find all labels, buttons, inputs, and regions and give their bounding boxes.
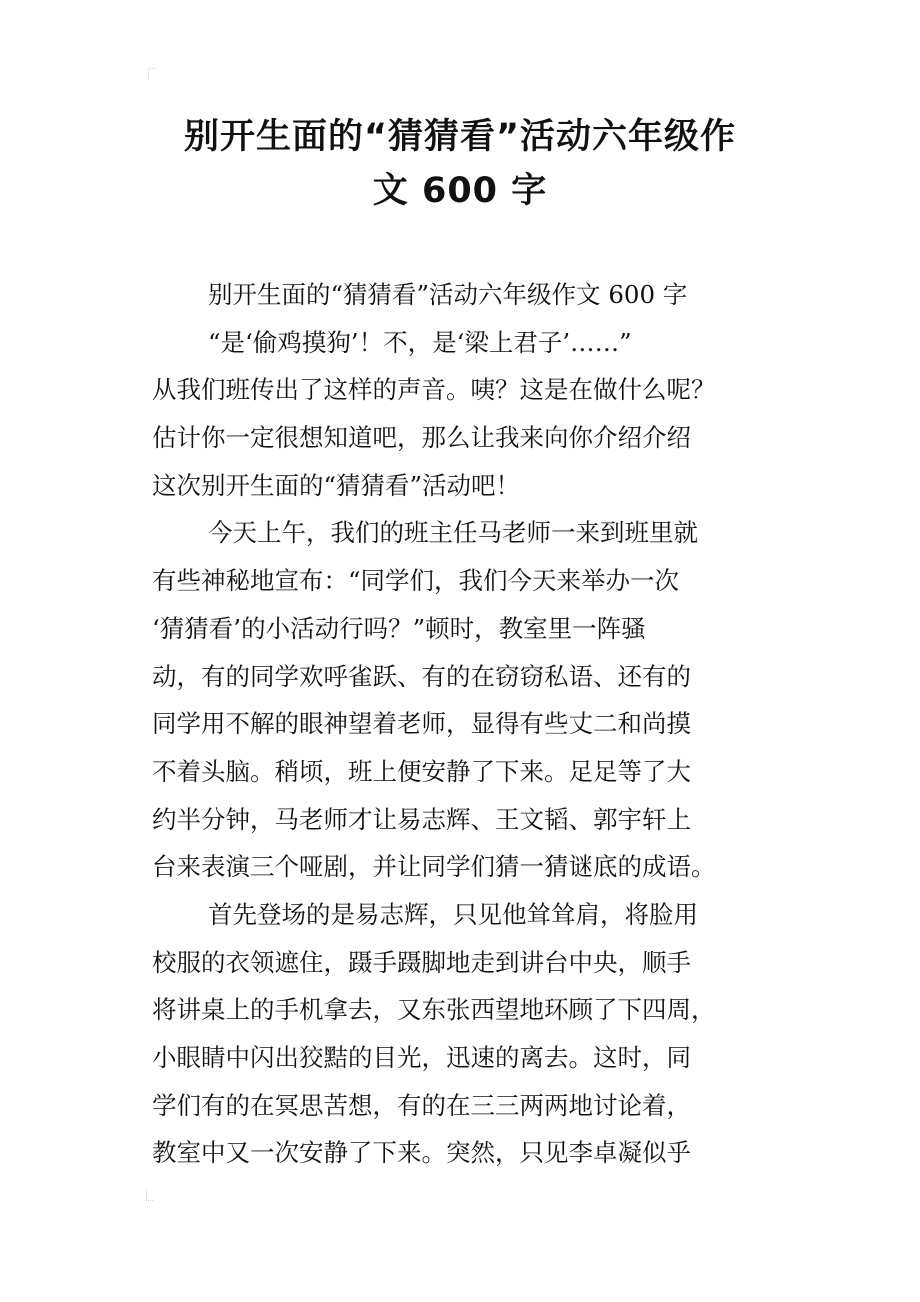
text-line: ‘猜猜看’的小活动行吗？”顿时，教室里一阵骚 <box>152 613 646 643</box>
text-line: 台来表演三个哑剧，并让同学们猜一猜谜底的成语。 <box>152 852 716 882</box>
text-line: 动，有的同学欢呼雀跃、有的在窃窃私语、还有的 <box>152 661 691 691</box>
text-line: 从我们班传出了这样的声音。咦？这是在做什么呢？ <box>152 375 716 405</box>
text-line: “是‘偷鸡摸狗’！不，是‘梁上君子’……” <box>208 327 632 357</box>
page-corner-mark <box>146 1190 153 1201</box>
text-line: 教室中又一次安静了下来。突然，只见李卓凝似乎 <box>152 1138 691 1168</box>
title-line-1: 别开生面的“猜猜看”活动六年级作 <box>183 117 736 157</box>
text-line: 这次别开生面的“猜猜看”活动吧！ <box>152 470 521 500</box>
text-line: 有些神秘地宣布：“同学们，我们今天来举办一次 <box>152 566 680 596</box>
text-line: 将讲桌上的手机拿去，又东张西望地环顾了下四周， <box>152 995 716 1025</box>
text-line: 估计你一定很想知道吧，那么让我来向你介绍介绍 <box>152 423 691 453</box>
document-title <box>120 110 800 218</box>
text-line: 今天上午，我们的班主任马老师一来到班里就 <box>208 518 698 548</box>
text-line: 学们有的在冥思苦想，有的在三三两两地讨论着， <box>152 1090 691 1120</box>
text-line: 同学用不解的眼神望着老师，显得有些丈二和尚摸 <box>152 709 691 739</box>
text-line: 首先登场的是易志辉，只见他耸耸肩，将脸用 <box>208 899 698 929</box>
text-line: 约半分钟，马老师才让易志辉、王文韬、郭宇轩上 <box>152 804 691 834</box>
title-line-2: 文 600 字 <box>372 171 548 211</box>
page-corner-mark <box>148 68 155 79</box>
text-line: 不着头脑。稍顷，班上便安静了下来。足足等了大 <box>152 756 691 786</box>
essay-body <box>152 271 792 1177</box>
text-line: 校服的衣领遮住，蹑手蹑脚地走到讲台中央，顺手 <box>152 947 691 977</box>
text-line: 别开生面的“猜猜看”活动六年级作文 600 字 <box>208 280 688 309</box>
text-line: 小眼睛中闪出狡黠的目光，迅速的离去。这时，同 <box>152 1043 691 1072</box>
